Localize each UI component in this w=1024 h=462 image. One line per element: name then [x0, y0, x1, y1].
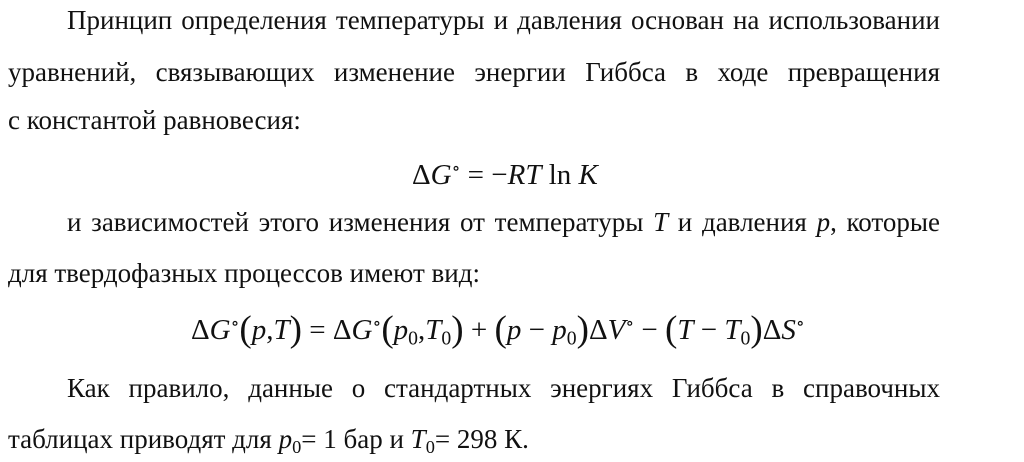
equation-gibbs-equilibrium: ΔG∘ = −RT ln K [412, 158, 598, 191]
paragraph-3-line-2: таблицах приводят для $p_0= 1$ бар и $T_0= 298$ К. [8, 424, 529, 458]
paragraph-1-line-1: Принцип определения температуры и давления основан на использовании [67, 5, 940, 35]
paragraph-1-line-3: с константой равновесия: [8, 105, 301, 135]
paragraph-1-line-2: уравнений, связывающих изменение энергии Гиббса в ходе превращения [8, 57, 940, 87]
paragraph-3-line-1: Как правило, данные о стандартных энергиях Гиббса в справочных [67, 373, 940, 403]
paragraph-2-line-2: для твердофазных процессов имеют вид: [8, 258, 480, 288]
equation-gibbs-pressure-temperature: $\Delta G^\circ(p,T) = \Delta G^\circ(p_0,T_0) + (p - p_0)\Delta V^\circ - (T - T_0)\Delta S^\circ$ [191, 309, 805, 351]
paragraph-2-line-1: и зависимостей этого изменения от температуры T и давления p, которые [67, 207, 940, 237]
